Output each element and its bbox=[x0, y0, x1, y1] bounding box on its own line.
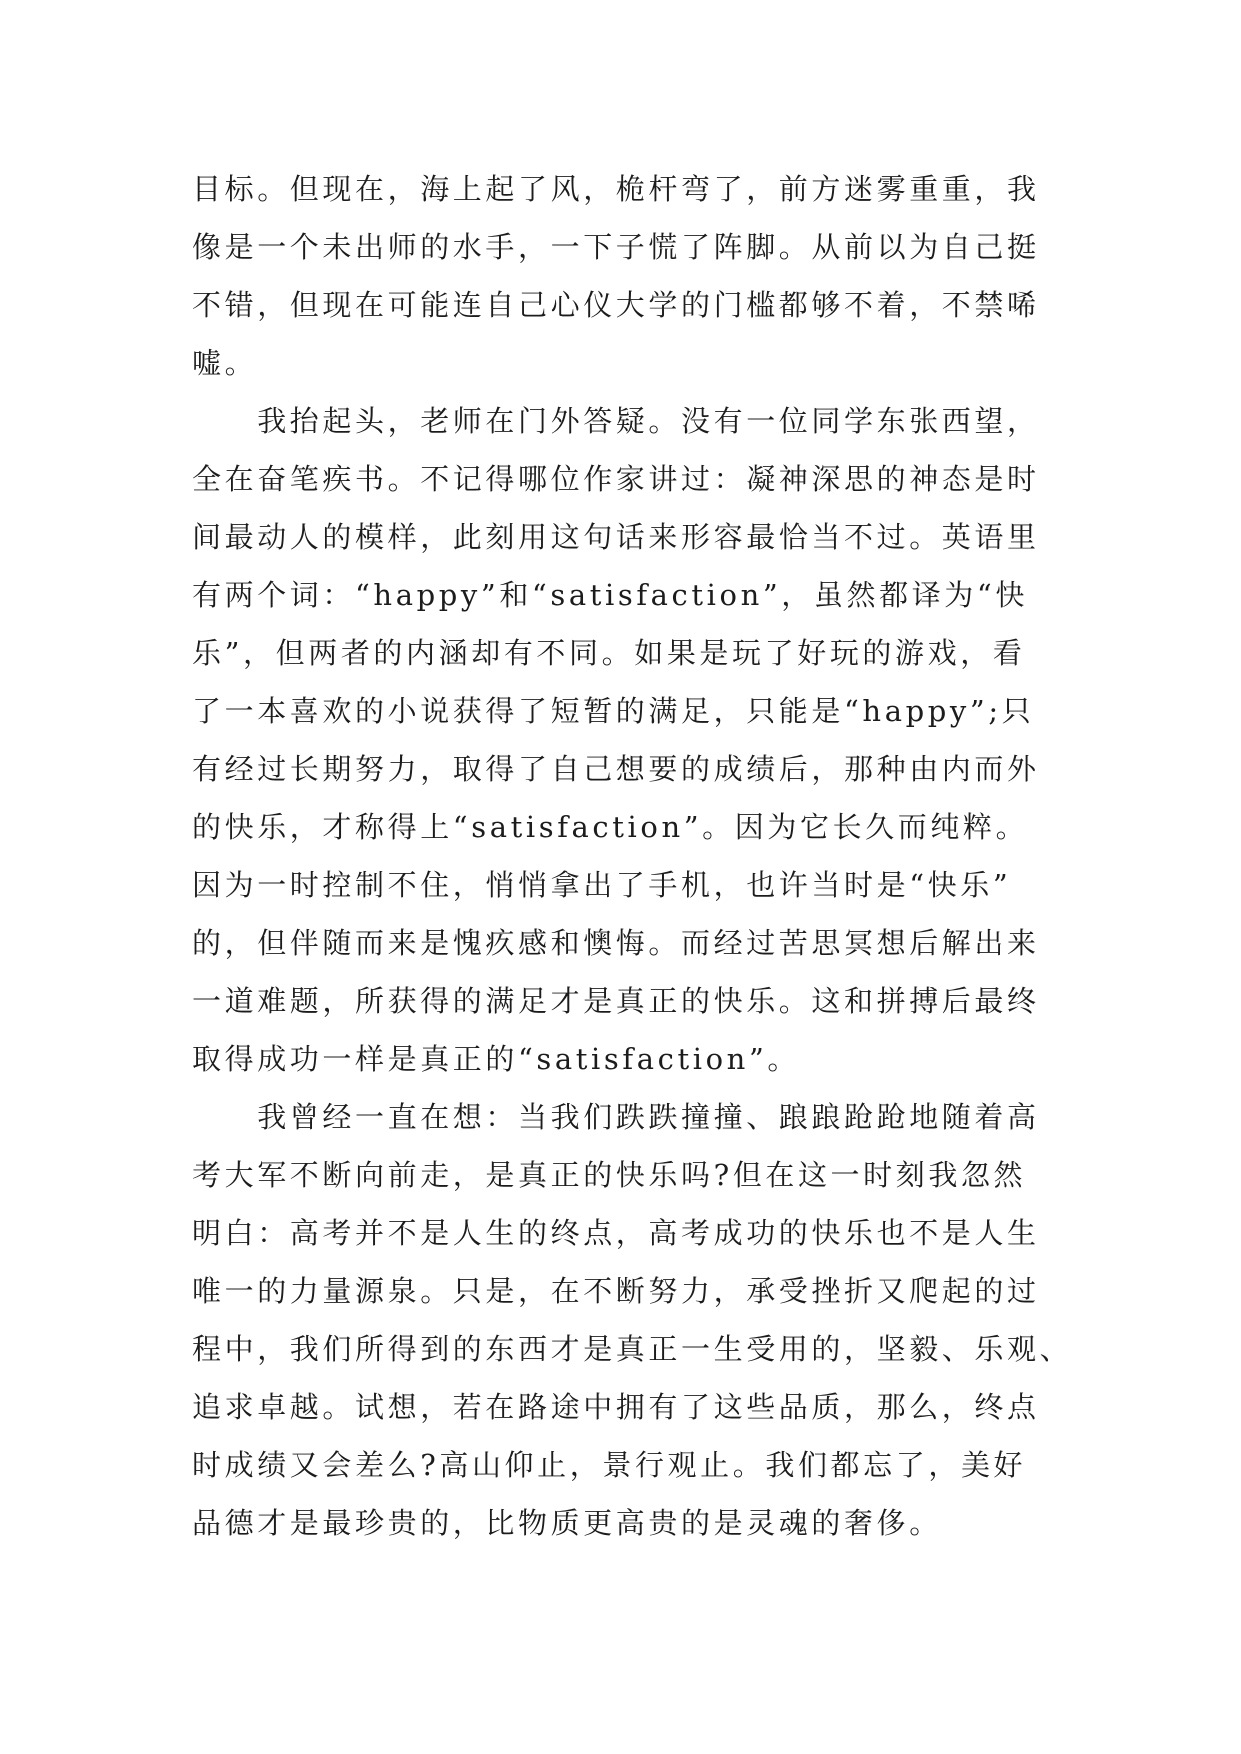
text-line: 不错，但现在可能连自己心仪大学的门槛都够不着，不禁唏 bbox=[192, 288, 1040, 322]
text-line: 考大军不断向前走，是真正的快乐吗?但在这一时刻我忽然 bbox=[192, 1158, 1027, 1192]
text-line: 我曾经一直在想：当我们跌跌撞撞、踉踉跄跄地随着高 bbox=[192, 1100, 1040, 1134]
text-line: 乐”，但两者的内涵却有不同。如果是玩了好玩的游戏，看 bbox=[192, 636, 1026, 670]
text-line: 有两个词：“happy”和“satisfaction”，虽然都译为“快 bbox=[192, 578, 1028, 612]
text-line: 间最动人的模样，此刻用这句话来形容最恰当不过。英语里 bbox=[192, 520, 1040, 554]
text-line: 了一本喜欢的小说获得了短暂的满足，只能是“happy”;只 bbox=[192, 694, 1035, 728]
text-line: 追求卓越。试想，若在路途中拥有了这些品质，那么，终点 bbox=[192, 1390, 1040, 1424]
text-line: 品德才是最珍贵的，比物质更高贵的是灵魂的奢侈。 bbox=[192, 1506, 942, 1540]
text-line: 我抬起头，老师在门外答疑。没有一位同学东张西望， bbox=[192, 404, 1040, 438]
text-line: 因为一时控制不住，悄悄拿出了手机，也许当时是“快乐” bbox=[192, 868, 1012, 902]
text-line: 的，但伴随而来是愧疚感和懊悔。而经过苦思冥想后解出来 bbox=[192, 926, 1040, 960]
text-line: 的快乐，才称得上“satisfaction”。因为它长久而纯粹。 bbox=[192, 810, 1029, 844]
text-line: 一道难题，所获得的满足才是真正的快乐。这和拼搏后最终 bbox=[192, 984, 1040, 1018]
text-line: 程中，我们所得到的东西才是真正一生受用的，坚毅、乐观、 bbox=[192, 1332, 1073, 1366]
text-line: 取得成功一样是真正的“satisfaction”。 bbox=[192, 1042, 800, 1076]
essay-text bbox=[192, 160, 1073, 1552]
text-line: 明白：高考并不是人生的终点，高考成功的快乐也不是人生 bbox=[192, 1216, 1040, 1250]
text-line: 像是一个未出师的水手，一下子慌了阵脚。从前以为自己挺 bbox=[192, 230, 1040, 264]
text-line: 有经过长期努力，取得了自己想要的成绩后，那种由内而外 bbox=[192, 752, 1040, 786]
text-line: 目标。但现在，海上起了风，桅杆弯了，前方迷雾重重，我 bbox=[192, 172, 1040, 206]
text-line: 嘘。 bbox=[192, 346, 258, 380]
text-line: 全在奋笔疾书。不记得哪位作家讲过：凝神深思的神态是时 bbox=[192, 462, 1040, 496]
text-line: 时成绩又会差么?高山仰止，景行观止。我们都忘了，美好 bbox=[192, 1448, 1027, 1482]
text-line: 唯一的力量源泉。只是，在不断努力，承受挫折又爬起的过 bbox=[192, 1274, 1040, 1308]
